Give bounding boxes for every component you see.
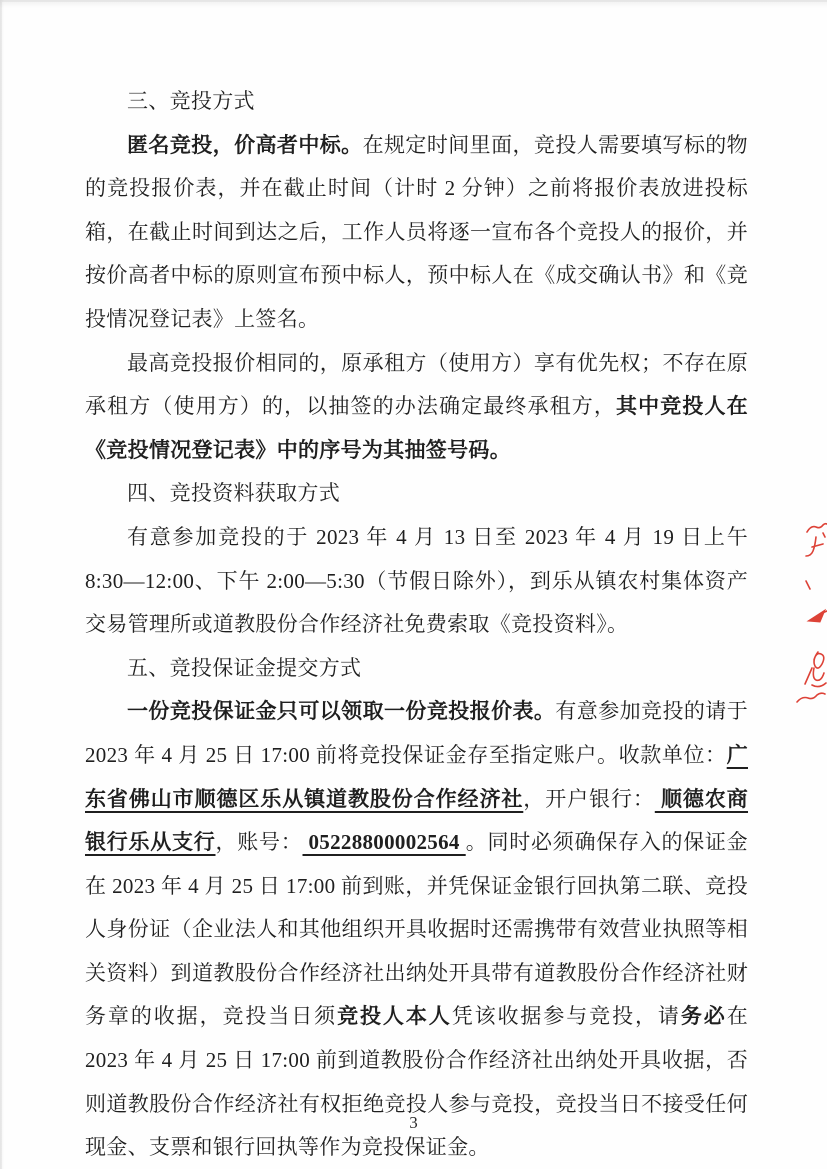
document-body xyxy=(85,80,748,1169)
paragraph xyxy=(85,342,748,473)
red-annotation-marks xyxy=(787,470,827,730)
page-number: 3 xyxy=(409,1113,418,1132)
text-run-bold: 广东省佛山市顺德区乐从镇道教股份合作经济社 xyxy=(85,742,748,811)
text-run-bold: 顺德农商银行乐从支行 xyxy=(85,786,749,855)
section-heading: 四、竞投资料获取方式 xyxy=(127,481,340,506)
paragraph xyxy=(85,690,748,1169)
text-run-bold: 务必 xyxy=(680,1004,727,1029)
text-run-bold: 匿名竞投，价高者中标。 xyxy=(127,132,363,157)
text-run: 在规定时间里面，竞投人需要填写标的物的竞投报价表，并在截止时间（计时 2 分钟）之前将报价表放进投标箱，在截止时间到达之后，工作人员将逐一宣布各个竞投人的报价，并按价高者中标的原则宣布预中标人，预中标人在《成交确认书》和《竞投情况登记表》上签名。 xyxy=(85,132,748,331)
scan-edge-left xyxy=(0,0,4,1169)
text-run: ，账号： xyxy=(215,830,303,855)
red-annotation-mark-3 xyxy=(808,610,827,622)
section-heading: 三、竞投方式 xyxy=(127,89,255,113)
text-run: 有意参加竞投的请于 2023 年 4 月 25 日 17:00 前将竞投保证金存至指定账户。收款单位： xyxy=(85,699,749,767)
section-heading: 五、竞投保证金提交方式 xyxy=(127,655,362,680)
scan-edge-top xyxy=(0,0,827,8)
text-run: 有意参加竞投的于 2023 年 4 月 13 日至 2023 年 4 月 19 日上午 8:30—12:00、下午 2:00—5:30（节假日除外），到乐从镇农村集体资产交易管理所或道教股份合作经济社免费索取《竞投资料》。 xyxy=(85,524,748,637)
text-run-bold: 其中竞投人在《竞投情况登记表》中的序号为其抽签号码。 xyxy=(85,394,748,462)
text-run: 凭该收据参与竞投，请 xyxy=(451,1004,681,1029)
text-run-bold: 一份竞投保证金只可以领取一份竞投报价表。 xyxy=(127,699,556,724)
text-run: 最高竞投报价相同的，原承租方（使用方）享有优先权；不存在原承租方（使用方）的，以抽签的办法确定最终承租方， xyxy=(85,350,748,419)
paragraph xyxy=(85,516,748,647)
red-annotation-mark-1 xyxy=(806,524,827,556)
text-run: 。同时必须确保存入的保证金在 2023 年 4 月 25 日 17:00 前到账，并凭保证金银行回执第二联、竞投人身份证（企业法人和其他组织开具收据时还需携带有效营业执照等相关资料）到道教股份合作经济社出纳处开具带有道教股份合作经济社财务章的收据，竞投当日须 xyxy=(85,830,748,1029)
red-annotation-mark-4 xyxy=(797,652,826,702)
red-annotation-mark-2 xyxy=(806,581,810,589)
text-run: ，开户银行： xyxy=(523,786,655,811)
text-run-bold: 竞投人本人 xyxy=(337,1004,452,1029)
text-run: 在 2023 年 4 月 25 日 17:00 前到道教股份合作经济社出纳处开具收据，否则道教股份合作经济社有权拒绝竞投人参与竞投，竞投当日不接受任何现金、支票和银行回执等作为竞投保证金。 xyxy=(85,1004,749,1160)
paragraph xyxy=(85,124,748,342)
text-run-bold: 05228800002564 xyxy=(302,830,466,855)
